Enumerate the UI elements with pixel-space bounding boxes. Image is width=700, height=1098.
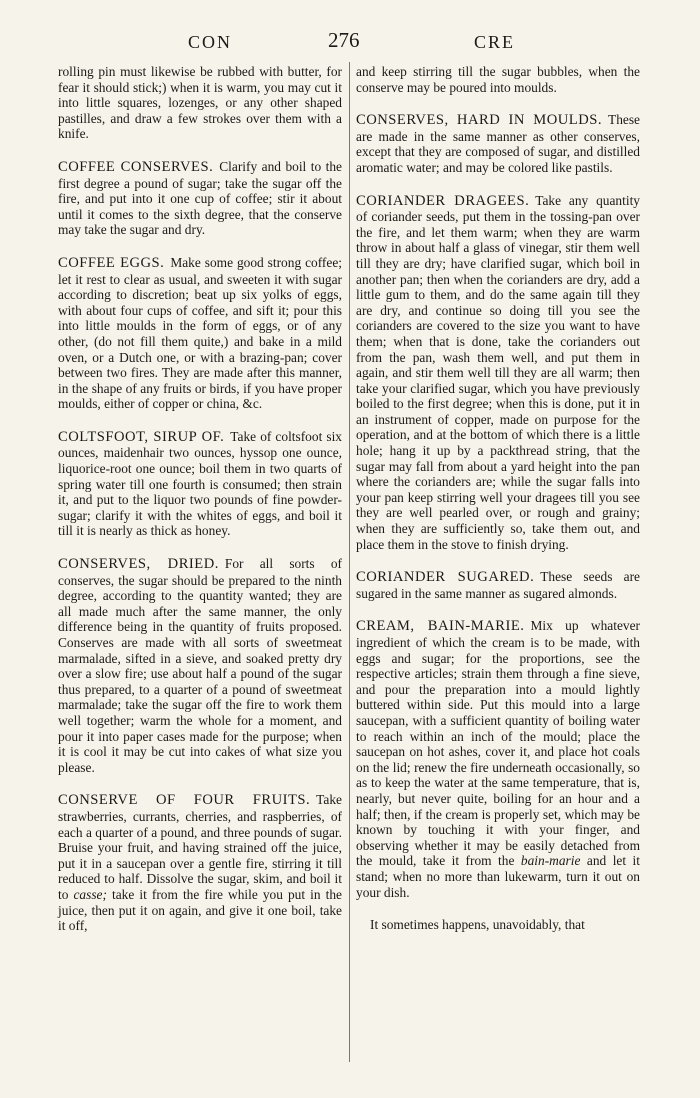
entry-headword: COFFEE CONSERVES. (58, 158, 214, 175)
entry-text-continued: take it from the fire while you put in the juice, then put it on again, and give it one boil, take it off, (58, 886, 342, 934)
entry-headword: CREAM, BAIN-MARIE. (356, 618, 525, 635)
entry-coriander-sugared (356, 569, 640, 601)
running-header (60, 28, 640, 56)
entry-conserve-four-fruits (58, 792, 342, 933)
entry-coltsfoot-sirup (58, 429, 342, 539)
entry-conserves-hard-in-moulds (356, 112, 640, 175)
continued-text: and keep stirring till the sugar bubbles, when the conserve may be poured into moulds. (356, 64, 640, 95)
trailing-text: It sometimes happens, unavoidably, that (370, 917, 585, 933)
entry-coffee-conserves (58, 159, 342, 238)
continued-text: rolling pin must likewise be rubbed with butter, for fear it should stick;) when it is warm, you may cut it into little squares, lozenges, or any other shaped pastilles, and draw a few strokes over them with a knife. (58, 64, 342, 142)
entry-conserves-dried (58, 556, 342, 775)
entry-cream-bain-marie (356, 618, 640, 900)
entry-text: These seeds are sugared in the same manner as sugared almonds. (356, 569, 640, 601)
entry-headword: COFFEE EGGS. (58, 254, 165, 271)
entry-italic-term: bain-marie (520, 853, 581, 869)
entry-text: Take of coltsfoot six ounces, maidenhair two ounces, hyssop one ounce, liquorice-root one ounce; boil them in two quarts of spring water till one fourth is consumed; then strain it, and put to the liquor two pounds of fine powder-sugar; clarify it with the whites of eggs, and boil it till it is nearly as thick as honey. (58, 428, 342, 539)
entry-headword: CORIANDER DRAGEES. (356, 192, 530, 209)
entry-text: These are made in the same manner as other conserves, except that they are composed of sugar, and distilled aromatic water; and may be colored like pastils. (356, 112, 640, 175)
right-column (356, 64, 640, 933)
header-left-guide-word: CON (188, 32, 233, 52)
left-column (58, 64, 342, 951)
entry-text: Take strawberries, currants, cherries, and raspberries, of each a quarter of a pound, and three pounds of sugar. Bruise your fruit, and having strained off the juice, put it in a saucepan over a gentle fire, stirring it till reduced to half. Dissolve the sugar, skim, and boil it to (58, 792, 342, 902)
entry-text-continued: and let it stand; when no more than lukewarm, turn it out on your dish. (356, 853, 640, 900)
entry-text: Mix up whatever ingredient of which the cream is to be made, with eggs and sugar; for the proportions, see the respective articles; strain them through a fine sieve, and pour the preparation into a mould lightly buttered within side. Put this mould into a large saucepan, with a sufficient quantity of boiling water to reach within an inch of the mould; place the saucepan on hot ashes, cover it, and place hot coals on the lid; renew the fire underneath occasionally, so as to keep the water at the same temperature, that is, nearly, but never quite, boiling for an hour and a half; then, if the cream is properly set, which may be known by touching it with your finger, and observing whether it may be easily detached from the mould, take it from the (356, 618, 640, 869)
entry-headword: COLTSFOOT, SIRUP OF. (58, 428, 225, 445)
entry-text: For all sorts of conserves, the sugar should be prepared to the ninth degree, according to the quantity wanted; they are all made much after the same manner, the only difference being in the quantity of fruits proposed. Conserves are made with all sorts of sweetmeat marmalade, sifted in a sieve, and soaked pretty dry over a slow fire; use about half a pound of the sugar thus prepared, to a quarter of a pound of sweetmeat marmalade; take the sugar off the fire to work them well together; warm the whole for a moment, and pour it into paper cases made for the purpose; when it is cool it may be cut into cakes of what size you please. (58, 556, 342, 775)
entry-coffee-eggs (58, 255, 342, 412)
column-divider (349, 62, 350, 1062)
entry-text: Clarify and boil to the first degree a pound of sugar; take the sugar off the fire, and put into it one cup of coffee; stir it about until it comes to the sixth degree, that the conserve may take the sugar and dry. (58, 158, 342, 238)
entry-italic-term: casse; (73, 886, 107, 902)
entry-headword: CONSERVE OF FOUR FRUITS. (58, 792, 311, 809)
entry-headword: CONSERVES, HARD IN MOULDS. (356, 112, 603, 129)
entry-headword: CORIANDER SUGARED. (356, 569, 535, 586)
entry-text: Take any quantity of coriander seeds, put them in the tossing-pan over the fire, and let them warm; when they are warm throw in about half a glass of vinegar, stir them well till they are dry; have clarified sugar, which boil in another pan; then when the corianders are dry, add a little gum to them, and do the same again till they are dry, and continue so doing till you see the corianders are covered to the size you want to have them; when that is done, take the corianders out from the pan, wash them well, and put them in again, and stir them well till they are all warm; then take your clarified sugar, which you have previously boiled to the first degree; when this is done, put it in an instrument of copper, made on purpose for the operation, and at the bottom of which there is a little hole; hang it up by a packthread string, that the sugar may fall from about a yard height into the pan where the corianders are; while the sugar falls into your pan keep stirring well your dragees till you see they are well pearled over, or rough and grainy; when they are sufficiently so, take them out, and place them in the stove to finish drying. (356, 192, 640, 552)
header-right-guide-word: CRE (474, 32, 516, 52)
page-number: 276 (328, 28, 360, 52)
entry-coriander-dragees (356, 193, 640, 553)
entry-headword: CONSERVES, DRIED. (58, 556, 219, 573)
entry-text: Make some good strong coffee; let it rest to clear as usual, and sweeten it with sugar according to discretion; beat up six yolks of eggs, with about four cups of coffee, and sift it; pour this into little moulds in the form of eggs, or of any other, (do not fill them quite,) and bake in a mild oven, or a Dutch one, or with a brazing-pan; cover between two fires. They are made after this manner, in the shape of any fruits or birds, if you have proper moulds, either of copper or china, &c. (58, 254, 342, 412)
